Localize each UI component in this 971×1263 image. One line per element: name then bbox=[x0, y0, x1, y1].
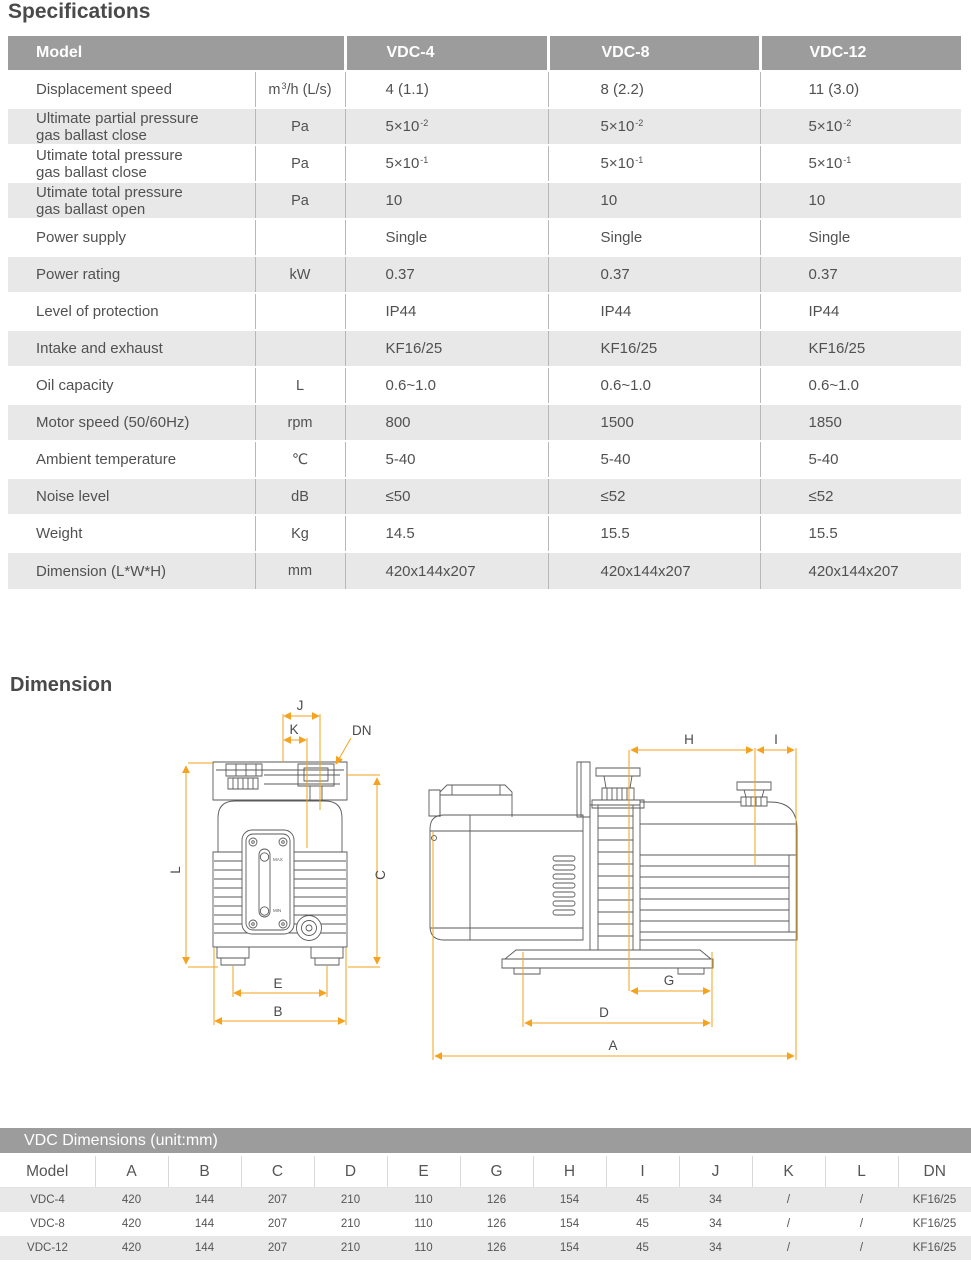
spec-label-cell: Dimension (L*W*H) bbox=[8, 552, 255, 589]
spec-value-cell: IP44 bbox=[548, 293, 760, 330]
spec-value-cell: 420x144x207 bbox=[808, 562, 899, 580]
spec-value-cell: $5\times 10^{-1}$ bbox=[345, 145, 548, 182]
dims-cell: 207 bbox=[267, 1218, 288, 1230]
dimension-heading: Dimension bbox=[10, 674, 113, 696]
spec-label-cell: Utimate total pressure gas ballast open bbox=[8, 182, 255, 219]
spec-unit-cell: ℃ bbox=[255, 441, 345, 478]
spec-value-cell: KF16/25 bbox=[345, 330, 548, 367]
dims-cell: 420 bbox=[121, 1194, 142, 1206]
spec-unit-cell: kW bbox=[255, 256, 345, 293]
dims-header-cell: G bbox=[460, 1156, 533, 1188]
dims-header-cell: L bbox=[825, 1156, 898, 1188]
spec-label-cell: Ultimate partial pressure gas ballast close bbox=[8, 108, 255, 145]
dims-cell: 45 bbox=[636, 1194, 649, 1206]
front-pump-outline bbox=[213, 762, 347, 965]
spec-value-cell: 10 bbox=[548, 182, 760, 219]
spec-value-cell: IP44 bbox=[345, 293, 548, 330]
dims-cell: / bbox=[859, 1242, 864, 1254]
spec-row bbox=[8, 478, 961, 515]
dims-cell: 154 bbox=[559, 1194, 580, 1206]
dims-cell: VDC-8 bbox=[30, 1218, 65, 1230]
dims-row bbox=[0, 1236, 971, 1260]
dim-E-label: E bbox=[273, 976, 283, 991]
side-base bbox=[502, 950, 713, 974]
spec-label-cell: Weight bbox=[8, 515, 255, 552]
spec-value-cell: 5-40 bbox=[808, 451, 839, 468]
dims-cell: VDC-12 bbox=[27, 1242, 68, 1254]
dims-cell: 34 bbox=[709, 1218, 722, 1230]
spec-unit-cell: dB bbox=[255, 478, 345, 515]
dims-cell: 110 bbox=[414, 1194, 433, 1206]
dims-cell: KF16/25 bbox=[912, 1242, 957, 1254]
spec-row bbox=[8, 145, 961, 182]
spec-label-cell: Power rating bbox=[8, 256, 255, 293]
spec-unit-cell: mm bbox=[255, 552, 345, 589]
spec-value-cell: ≤50 bbox=[345, 478, 548, 515]
dim-L-label: L bbox=[168, 866, 183, 874]
dim-I-label: I bbox=[774, 732, 778, 747]
dims-cell: 110 bbox=[414, 1218, 433, 1230]
spec-unit-cell bbox=[255, 293, 345, 330]
dims-cell: 207 bbox=[267, 1242, 288, 1254]
spec-unit-cell: rpm bbox=[255, 404, 345, 441]
spec-value-cell: ≤52 bbox=[548, 478, 760, 515]
dim-B-label: B bbox=[273, 1004, 283, 1019]
spec-value-cell: $5\times 10^{-1}$ bbox=[548, 145, 760, 182]
dims-header-row bbox=[0, 1156, 971, 1188]
dims-header-cell: C bbox=[241, 1156, 314, 1188]
spec-unit-cell: Pa bbox=[255, 182, 345, 219]
spec-value-cell: 420x144x207 bbox=[548, 552, 760, 589]
dims-header-cell: J bbox=[679, 1156, 752, 1188]
spec-value-cell: 800 bbox=[345, 404, 548, 441]
spec-unit-cell: Kg bbox=[255, 515, 345, 552]
spec-unit-cell bbox=[255, 330, 345, 367]
dims-row bbox=[0, 1188, 971, 1213]
spec-header-row bbox=[8, 36, 961, 71]
side-view-drawing bbox=[425, 690, 805, 1070]
dims-cell: 207 bbox=[267, 1194, 288, 1206]
spec-row bbox=[8, 108, 961, 145]
spec-label-cell: Level of protection bbox=[8, 293, 255, 330]
dims-header-cell: E bbox=[387, 1156, 460, 1188]
spec-row bbox=[8, 441, 961, 478]
spec-value-cell: Single bbox=[548, 219, 760, 256]
spec-label-cell: Utimate total pressure gas ballast close bbox=[8, 145, 255, 182]
spec-unit-cell: $m^3/h$ (L/s) bbox=[255, 71, 345, 108]
dims-cell: / bbox=[859, 1194, 864, 1206]
dim-A-label: A bbox=[608, 1038, 618, 1053]
spec-value-cell: Single bbox=[808, 229, 851, 246]
spec-value-cell: 0.37 bbox=[808, 266, 838, 283]
dims-cell: 45 bbox=[636, 1218, 649, 1230]
side-pump-outline bbox=[429, 762, 797, 974]
dims-cell: / bbox=[786, 1194, 791, 1206]
spec-value-cell: $5\times 10^{-2}$ bbox=[808, 118, 852, 135]
dims-header-cell: H bbox=[533, 1156, 606, 1188]
dims-cell: 420 bbox=[121, 1218, 142, 1230]
spec-row bbox=[8, 219, 961, 256]
spec-value-cell: 0.6~1.0 bbox=[808, 377, 859, 394]
dim-K-label: K bbox=[289, 722, 299, 737]
spec-value-cell: ≤52 bbox=[808, 488, 834, 505]
front-sight-glass bbox=[242, 830, 294, 934]
spec-row bbox=[8, 552, 961, 589]
spec-value-cell: 15.5 bbox=[808, 525, 838, 542]
intake-port bbox=[592, 768, 644, 808]
spec-label-cell: Noise level bbox=[8, 478, 255, 515]
spec-header-vdc12: VDC-12 bbox=[760, 36, 961, 71]
dims-cell: 210 bbox=[340, 1194, 361, 1206]
spec-value-cell: 10 bbox=[808, 192, 826, 209]
spec-value-cell: $5\times 10^{-2}$ bbox=[345, 108, 548, 145]
spec-row bbox=[8, 404, 961, 441]
dims-row bbox=[0, 1212, 971, 1236]
dims-cell: 110 bbox=[414, 1242, 433, 1254]
dims-cell: / bbox=[786, 1218, 791, 1230]
dims-cell: 144 bbox=[194, 1242, 215, 1254]
spec-row bbox=[8, 367, 961, 404]
specifications-heading: Specifications bbox=[8, 0, 151, 23]
dims-header-cell: I bbox=[606, 1156, 679, 1188]
dim-G-label: G bbox=[663, 973, 675, 988]
dim-C-label: C bbox=[373, 870, 388, 880]
spec-value-cell: 15.5 bbox=[548, 515, 760, 552]
spec-value-cell: 10 bbox=[345, 182, 548, 219]
dim-D-label: D bbox=[599, 1005, 609, 1020]
front-feet bbox=[217, 947, 343, 965]
spec-value-cell: 4 (1.1) bbox=[345, 71, 548, 108]
spec-header-vdc8: VDC-8 bbox=[548, 36, 760, 71]
spec-label-cell: Ambient temperature bbox=[8, 441, 255, 478]
dims-cell: 144 bbox=[194, 1194, 215, 1206]
dims-cell: 45 bbox=[636, 1242, 649, 1254]
dims-cell: 154 bbox=[559, 1218, 580, 1230]
sight-min-label: MIN bbox=[273, 908, 282, 913]
spec-row bbox=[8, 256, 961, 293]
dims-header-cell: B bbox=[168, 1156, 241, 1188]
front-drain-port bbox=[297, 916, 322, 941]
spec-header-model: Model bbox=[8, 36, 345, 71]
dims-header-cell: K bbox=[752, 1156, 825, 1188]
spec-header-vdc4: VDC-4 bbox=[345, 36, 548, 71]
specifications-table bbox=[8, 36, 961, 589]
spec-value-cell: 5-40 bbox=[345, 441, 548, 478]
spec-row bbox=[8, 71, 961, 108]
dims-cell: 126 bbox=[486, 1218, 507, 1230]
spec-unit-cell: Pa bbox=[255, 145, 345, 182]
vdc-dimensions-section bbox=[0, 1128, 971, 1260]
dims-cell: 126 bbox=[486, 1194, 507, 1206]
dims-header-cell: DN bbox=[898, 1156, 971, 1188]
dims-cell: 210 bbox=[340, 1218, 361, 1230]
dims-cell: VDC-4 bbox=[30, 1194, 65, 1206]
spec-value-cell: 0.6~1.0 bbox=[548, 367, 760, 404]
dims-cell: / bbox=[786, 1242, 791, 1254]
spec-value-cell: 8 (2.2) bbox=[548, 71, 760, 108]
spec-label-cell: Oil capacity bbox=[8, 367, 255, 404]
spec-value-cell: 0.37 bbox=[548, 256, 760, 293]
motor-vent-slots bbox=[553, 856, 575, 915]
spec-row bbox=[8, 293, 961, 330]
spec-value-cell: 0.37 bbox=[345, 256, 548, 293]
spec-value-cell: 0.6~1.0 bbox=[345, 367, 548, 404]
spec-value-cell: 11 (3.0) bbox=[808, 81, 860, 98]
dim-J-label: J bbox=[296, 698, 304, 713]
spec-value-cell: 1500 bbox=[548, 404, 760, 441]
spec-unit-cell: Pa bbox=[255, 108, 345, 145]
dims-header-cell: A bbox=[95, 1156, 168, 1188]
center-bracket bbox=[590, 800, 640, 950]
dims-cell: 144 bbox=[194, 1218, 215, 1230]
spec-value-cell: IP44 bbox=[808, 303, 840, 320]
spec-value-cell: $5\times 10^{-2}$ bbox=[548, 108, 760, 145]
dims-cell: 34 bbox=[709, 1242, 722, 1254]
dims-cell: / bbox=[859, 1218, 864, 1230]
side-fins bbox=[640, 855, 797, 932]
spec-label-cell: Intake and exhaust bbox=[8, 330, 255, 367]
dims-cell: 154 bbox=[559, 1242, 580, 1254]
exhaust-port bbox=[737, 782, 771, 806]
spec-value-cell: 5-40 bbox=[548, 441, 760, 478]
vdc-dimensions-table bbox=[0, 1156, 971, 1260]
spec-unit-cell bbox=[255, 219, 345, 256]
dim-DN-label: DN bbox=[352, 723, 372, 738]
spec-row bbox=[8, 330, 961, 367]
vdc-dimensions-title: VDC Dimensions (unit:mm) bbox=[0, 1128, 971, 1153]
spec-label-cell: Motor speed (50/60Hz) bbox=[8, 404, 255, 441]
spec-value-cell: 420x144x207 bbox=[345, 552, 548, 589]
dims-cell: KF16/25 bbox=[912, 1194, 957, 1206]
spec-value-cell: 1850 bbox=[808, 414, 842, 431]
spec-table-body bbox=[8, 71, 961, 589]
dims-cell: 210 bbox=[340, 1242, 361, 1254]
front-view-drawing bbox=[165, 695, 400, 1035]
spec-row bbox=[8, 515, 961, 552]
spec-value-cell: $5\times 10^{-1}$ bbox=[808, 155, 852, 172]
dims-table-body bbox=[0, 1188, 971, 1261]
spec-label-cell: Displacement speed bbox=[8, 71, 255, 108]
dims-header-cell: Model bbox=[0, 1156, 95, 1188]
dims-cell: KF16/25 bbox=[912, 1218, 957, 1230]
spec-value-cell: KF16/25 bbox=[548, 330, 760, 367]
dims-cell: 420 bbox=[121, 1242, 142, 1254]
spec-value-cell: 14.5 bbox=[345, 515, 548, 552]
dims-header-cell: D bbox=[314, 1156, 387, 1188]
dims-cell: 34 bbox=[709, 1194, 722, 1206]
spec-value-cell: Single bbox=[345, 219, 548, 256]
spec-row bbox=[8, 182, 961, 219]
sight-max-label: MAX bbox=[273, 857, 283, 862]
spec-value-cell: KF16/25 bbox=[808, 340, 866, 357]
spec-unit-cell: L bbox=[255, 367, 345, 404]
dim-H-label: H bbox=[684, 732, 694, 747]
dims-cell: 126 bbox=[486, 1242, 507, 1254]
spec-label-cell: Power supply bbox=[8, 219, 255, 256]
